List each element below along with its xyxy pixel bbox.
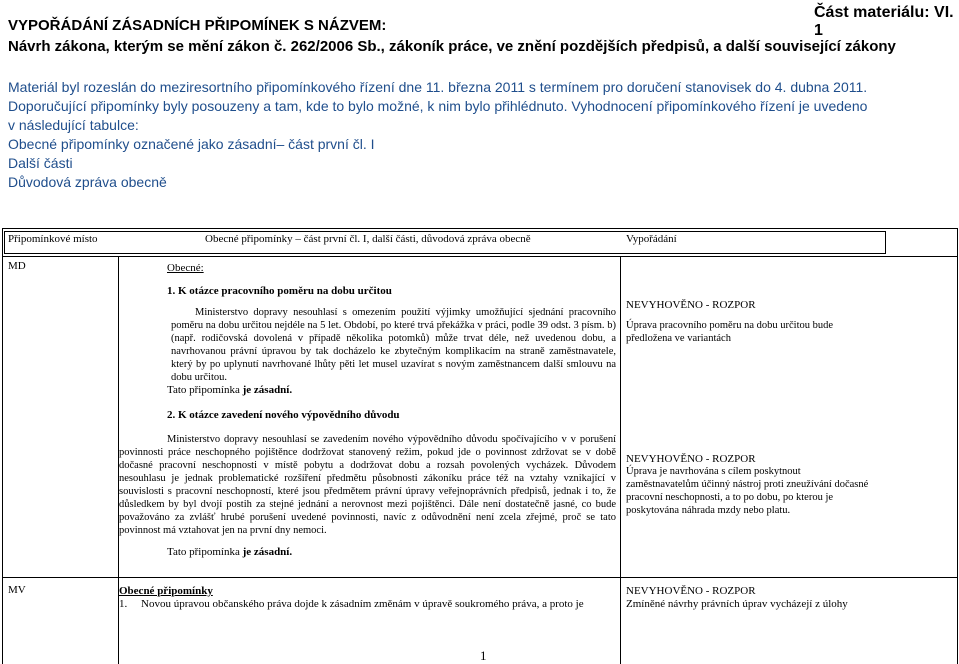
comment-text: Ministerstvo dopravy nesouhlasí s omezením použití výjimky umožňující sjednání pracovního poměru na dobu určitou nejdéle na 5 let. Období, po které trvá překážka v práci, podle 39 odst. 3 písm. b) (např. rodičovská dovolená v případě několika potomků) může trvat déle, než uvedenou dobu, a navrhovanou právní úpravou by tak docházelo ke zbytečným komplikacím na straně zaměstnavatele, který by po uplynutí navrhované lhůty pěti let musel uzavírat s novým zaměstnancem další smlouvu na dobu určitou. <box>171 307 616 383</box>
general-label: Obecné připomínky <box>119 585 213 597</box>
resolution-status: NEVYHOVĚNO - ROZPOR <box>626 453 756 465</box>
part-label: Část materiálu: VI. 1 <box>814 4 954 39</box>
col-header-place: Připomínkové místo <box>8 233 98 245</box>
comment-note: Tato připomínka je zásadní. <box>167 384 293 396</box>
comment-title: 1. K otázce pracovního poměru na dobu určitou <box>167 285 392 297</box>
comment-text: 1. Novou úpravou občanského práva dojde k zásadním změnám v úpravě soukromého práva, a proto je <box>119 598 584 610</box>
comment-note: Tato připomínka je zásadní. <box>167 546 293 558</box>
resolution-status: NEVYHOVĚNO - ROZPOR <box>626 299 756 311</box>
resolution-text: Úprava je navrhována s cílem poskytnout zaměstnavatelům účinný nástroj proti zneužívání dočasné pracovní neschopnosti, a to po dobu, po kterou je poskytována náhrada mzdy nebo platu. <box>626 466 869 516</box>
col-header-comments: Obecné připomínky – část první čl. I, další části, důvodová zpráva obecně <box>205 233 531 245</box>
intro-line: Další části <box>8 155 73 171</box>
intro-line: v následující tabulce: <box>8 117 139 133</box>
resolution-text: Zmíněné návrhy právních úprav vycházejí z úlohy <box>626 598 848 610</box>
comment-text: Ministerstvo dopravy nesouhlasí se zavedením nového výpovědního důvodu spočívajícího v v porušení povinnosti práce neschopného pojištěnce dodržovat stanovený režim, pokud jde o povinnost zdržovat se v době dočasné pracovní neschopnosti v místě pobytu a dodržovat dobu a rozsah povolených vycházek. Důvodem nesouhlasu je jednak problematické rozšíření předmětu působnosti zákoníku práce též na vztahy vznikající v souvislosti s pracovní neschopností, které jsou předmětem právní úpravy veřejnoprávních předpisů, jednak i to, že důsledkem by byl dvojí postih za stejné jednání a nerovnost mezi pojištěnci. Dále není dostatečně jasné, co bude považováno za zvlášť hrubé porušení uvedené povinnosti, navíc z odůvodnění není zcela zřejmé, proč se tato povinnost má vztahovat jen na první dny nemoci. <box>119 434 616 536</box>
page-number: 1 <box>480 648 487 663</box>
document-subtitle: Návrh zákona, kterým se mění zákon č. 262/2006 Sb., zákoník práce, ve znění pozdějších předpisů, a další související zákony <box>8 38 896 55</box>
intro-line: Doporučující připomínky byly posouzeny a tam, kde to bylo možné, k nim bylo přihlédnuto. Vyhodnocení připomínkového řízení je uvedeno <box>8 98 868 114</box>
general-label: Obecné: <box>167 262 204 274</box>
intro-section <box>8 78 953 192</box>
resolution-text: Úprava pracovního poměru na dobu určitou bude předložena ve variantách <box>626 320 834 344</box>
intro-line: Materiál byl rozeslán do meziresortního připomínkového řízení dne 11. března 2011 s termínem pro doručení stanovisek do 4. dubna 2011. <box>8 79 868 95</box>
row-place-mv: MV <box>8 584 26 596</box>
col-header-resolution: Vypořádání <box>626 233 677 245</box>
intro-line: Obecné připomínky označené jako zásadní– část první čl. I <box>8 136 375 152</box>
document-title: VYPOŘÁDÁNÍ ZÁSADNÍCH PŘIPOMÍNEK S NÁZVEM: <box>8 17 387 34</box>
intro-line: Důvodová zpráva obecně <box>8 174 167 190</box>
resolution-status: NEVYHOVĚNO - ROZPOR <box>626 585 756 597</box>
row-place-md: MD <box>8 260 26 272</box>
comment-title: 2. K otázce zavedení nového výpovědního důvodu <box>167 409 400 421</box>
